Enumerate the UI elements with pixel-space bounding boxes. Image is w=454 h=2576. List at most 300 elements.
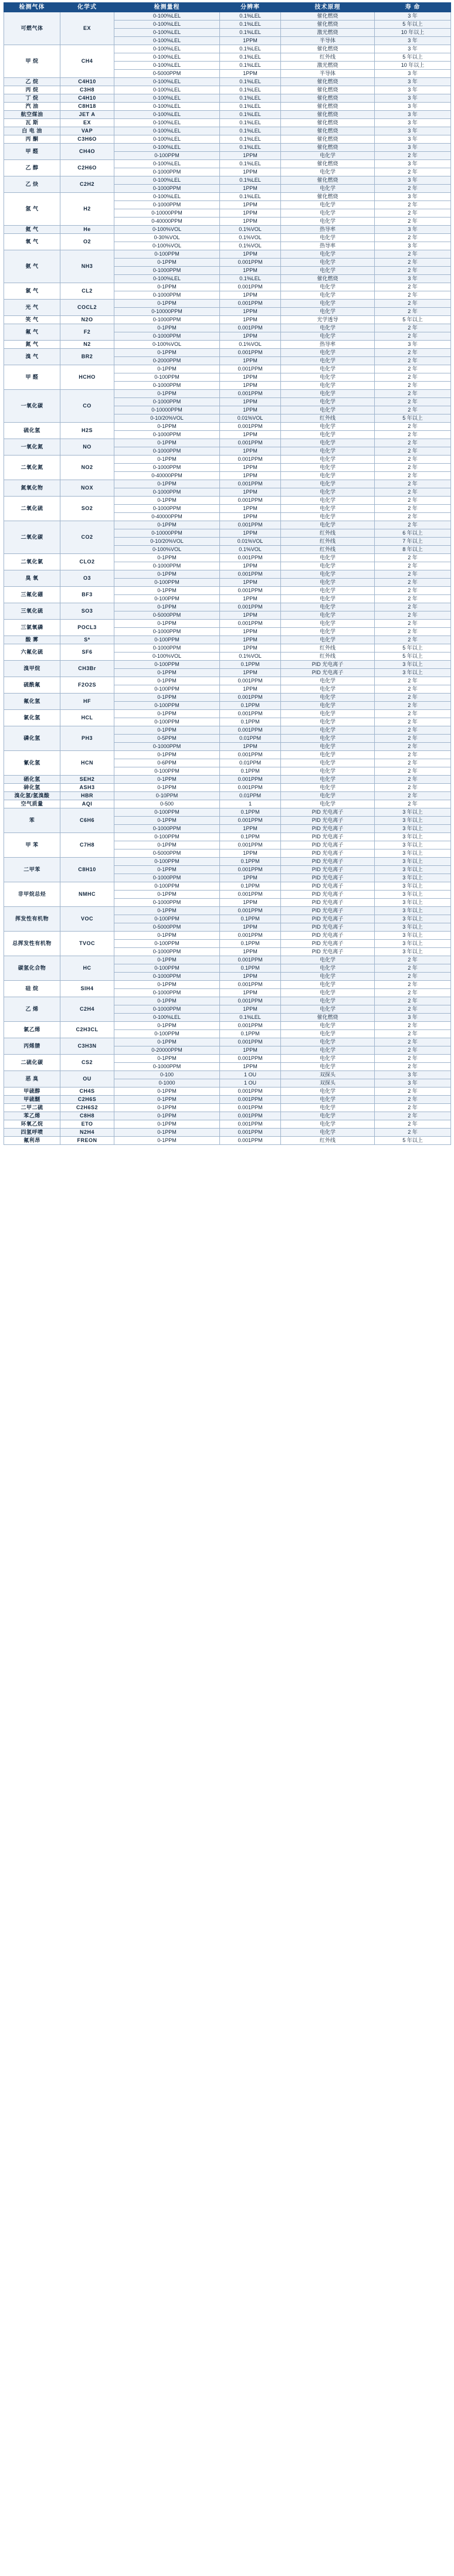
cell-gas-name: 氮氧化物 [4,480,60,497]
cell-range: 0-100%LEL [114,1014,220,1022]
cell-technology: PID 光电离子 [281,858,375,866]
cell-formula: C2H3CL [60,1022,114,1038]
cell-resolution: 0.001PPM [220,456,281,464]
cell-resolution: 1PPM [220,948,281,956]
cell-gas-name: 甲 醛 [4,365,60,390]
table-row [4,226,451,234]
table-row [4,316,451,324]
cell-technology: 激光燃烧 [281,62,375,70]
cell-life: 3 年 [375,127,451,135]
cell-range: 0-1000PPM [114,488,220,497]
cell-technology: 电化学 [281,464,375,472]
cell-resolution: 0.001PPM [220,1022,281,1030]
cell-technology: 半导体 [281,37,375,45]
cell-life: 2 年 [375,209,451,218]
cell-life: 2 年 [375,480,451,488]
column-header-range: 检测量程 [114,3,220,12]
cell-range: 0-5000PPM [114,923,220,932]
cell-range: 0-1000PPM [114,464,220,472]
cell-resolution: 0.001PPM [220,365,281,373]
cell-technology: 电化学 [281,636,375,644]
cell-life: 2 年 [375,603,451,611]
cell-range: 0-1000 [114,1079,220,1088]
cell-resolution: 0.001PPM [220,710,281,718]
cell-formula: VAP [60,127,114,135]
cell-technology: 催化燃烧 [281,135,375,144]
cell-technology: 电化学 [281,1096,375,1104]
cell-formula: F2 [60,324,114,341]
cell-technology: PID 光电离子 [281,841,375,849]
cell-technology: PID 光电离子 [281,669,375,677]
cell-gas-name: 氢 气 [4,193,60,226]
cell-resolution: 0.001PPM [220,587,281,595]
cell-resolution: 0.1%LEL [220,1014,281,1022]
table-row [4,119,451,127]
cell-life: 5 年以上 [375,653,451,661]
cell-resolution: 0.001PPM [220,1088,281,1096]
cell-formula: H2 [60,193,114,226]
cell-life: 2 年 [375,767,451,776]
cell-gas-name: 臭 氧 [4,570,60,587]
cell-life: 5 年以上 [375,316,451,324]
cell-range: 0-1PPM [114,891,220,899]
cell-technology: 电化学 [281,201,375,209]
cell-range: 0-100%LEL [114,111,220,119]
cell-resolution: 0.1%VOL [220,234,281,242]
cell-gas-name: 笑 气 [4,316,60,324]
cell-technology: 催化燃烧 [281,94,375,103]
cell-formula: POCL3 [60,620,114,636]
table-row [4,144,451,152]
cell-resolution: 1PPM [220,447,281,456]
cell-resolution: 0.1PPM [220,964,281,973]
cell-range: 0-1PPM [114,521,220,529]
cell-resolution: 0.001PPM [220,324,281,332]
cell-formula: N2 [60,341,114,349]
cell-life: 2 年 [375,349,451,357]
cell-range: 0-1PPM [114,349,220,357]
cell-technology: 电化学 [281,152,375,160]
cell-life: 3 年以上 [375,817,451,825]
cell-life: 3 年以上 [375,833,451,841]
cell-range: 0-100PPM [114,833,220,841]
cell-range: 0-1PPM [114,956,220,964]
cell-gas-name: 四氢呼喷 [4,1129,60,1137]
cell-gas-name: 汽 油 [4,103,60,111]
cell-resolution: 1PPM [220,37,281,45]
cell-range: 0-100PPM [114,373,220,382]
cell-gas-name: 丙 酮 [4,135,60,144]
cell-technology: 电化学 [281,456,375,464]
cell-life: 2 年 [375,398,451,406]
cell-resolution: 0.1PPM [220,702,281,710]
cell-life: 3 年 [375,135,451,144]
table-row [4,882,451,891]
cell-life: 2 年 [375,308,451,316]
cell-resolution: 1PPM [220,505,281,513]
cell-range: 0-100%LEL [114,275,220,283]
cell-range: 0-100%LEL [114,94,220,103]
cell-life: 3 年以上 [375,932,451,940]
cell-life: 3 年以上 [375,866,451,874]
column-header-life: 寿 命 [375,3,451,12]
cell-life: 5 年以上 [375,1137,451,1145]
cell-resolution: 1 [220,800,281,808]
cell-life: 2 年 [375,981,451,989]
cell-resolution: 0.1%VOL [220,653,281,661]
cell-formula: EX [60,119,114,127]
cell-formula: SO2 [60,497,114,521]
cell-range: 0-1PPM [114,259,220,267]
cell-resolution: 0.1%LEL [220,160,281,168]
cell-technology: PID 光电离子 [281,907,375,915]
cell-technology: 催化燃烧 [281,193,375,201]
cell-technology: PID 光电离子 [281,915,375,923]
cell-life: 2 年 [375,579,451,587]
cell-technology: PID 光电离子 [281,882,375,891]
cell-life: 2 年 [375,291,451,300]
cell-formula: He [60,226,114,234]
cell-technology: 红外线 [281,53,375,62]
cell-technology: 电化学 [281,792,375,800]
table-row [4,808,451,817]
cell-technology: 电化学 [281,521,375,529]
cell-range: 0-1PPM [114,1120,220,1129]
cell-life: 2 年 [375,956,451,964]
cell-formula: SF6 [60,644,114,661]
cell-gas-name: 溴化氢/氢溴酸 [4,792,60,800]
cell-formula: NMHC [60,882,114,907]
cell-formula: JET A [60,111,114,119]
cell-resolution: 1PPM [220,529,281,538]
cell-range: 0-5000PPM [114,70,220,78]
cell-life: 2 年 [375,595,451,603]
table-row [4,390,451,398]
cell-gas-name: 空气质量 [4,800,60,808]
cell-range: 0-100PPM [114,579,220,587]
cell-gas-name: 甲 烷 [4,45,60,78]
cell-range: 0-1000PPM [114,291,220,300]
cell-life: 3 年 [375,242,451,250]
cell-technology: 催化燃烧 [281,78,375,86]
cell-resolution: 0.1%VOL [220,226,281,234]
cell-resolution: 1PPM [220,923,281,932]
cell-formula: ASH3 [60,784,114,792]
cell-resolution: 0.1%LEL [220,144,281,152]
cell-range: 0-1PPM [114,365,220,373]
cell-technology: 电化学 [281,562,375,570]
cell-formula: SEH2 [60,776,114,784]
cell-technology: 电化学 [281,1022,375,1030]
cell-gas-name: 二氧化氮 [4,456,60,480]
cell-formula: CH4O [60,144,114,160]
cell-resolution: 0.001PPM [220,300,281,308]
cell-range: 0-100PPM [114,767,220,776]
table-row [4,907,451,915]
table-row [4,932,451,940]
cell-range: 0-100%LEL [114,160,220,168]
cell-technology: 热导率 [281,226,375,234]
table-header-row [4,3,451,12]
cell-formula: O2 [60,234,114,250]
table-row [4,833,451,841]
cell-resolution: 1PPM [220,579,281,587]
cell-technology: 电化学 [281,702,375,710]
cell-resolution: 0.1%LEL [220,21,281,29]
cell-technology: 催化燃烧 [281,111,375,119]
cell-range: 0-100%LEL [114,78,220,86]
cell-range: 0-1000PPM [114,1005,220,1014]
cell-range: 0-100PPM [114,1030,220,1038]
cell-gas-name: 一氧化氮 [4,439,60,456]
cell-range: 0-100%LEL [114,86,220,94]
cell-gas-name: 硫酰氟 [4,677,60,694]
cell-resolution: 0.1%LEL [220,135,281,144]
cell-resolution: 1PPM [220,899,281,907]
cell-technology: 电化学 [281,1104,375,1112]
table-row [4,981,451,989]
cell-technology: 电化学 [281,382,375,390]
table-row [4,858,451,866]
table-row [4,497,451,505]
cell-technology: 电化学 [281,390,375,398]
cell-range: 0-1000PPM [114,505,220,513]
table-row [4,1088,451,1096]
cell-range: 0-5PPM [114,735,220,743]
cell-gas-name: 碳氢化合物 [4,956,60,981]
cell-life: 3 年 [375,1014,451,1022]
cell-resolution: 0.001PPM [220,570,281,579]
cell-technology: 热导率 [281,242,375,250]
cell-formula: C4H10 [60,94,114,103]
cell-resolution: 1PPM [220,209,281,218]
cell-range: 0-100%LEL [114,119,220,127]
cell-life: 3 年以上 [375,948,451,956]
cell-technology: 电化学 [281,677,375,685]
cell-technology: 电化学 [281,579,375,587]
cell-gas-name: 氧 气 [4,234,60,250]
cell-technology: PID 光电离子 [281,874,375,882]
cell-life: 5 年以上 [375,53,451,62]
cell-technology: 催化燃烧 [281,86,375,94]
cell-formula: N2H4 [60,1129,114,1137]
table-row [4,94,451,103]
cell-technology: 电化学 [281,997,375,1005]
cell-range: 0-100%LEL [114,193,220,201]
cell-formula: BF3 [60,587,114,603]
cell-technology: 电化学 [281,497,375,505]
cell-life: 7 年以上 [375,538,451,546]
table-row [4,127,451,135]
cell-formula: NO2 [60,456,114,480]
cell-range: 0-10000PPM [114,529,220,538]
table-row [4,661,451,669]
cell-range: 0-1PPM [114,1104,220,1112]
cell-range: 0-1000PPM [114,743,220,751]
cell-technology: 电化学 [281,349,375,357]
cell-technology: 双探头 [281,1079,375,1088]
cell-life: 2 年 [375,620,451,628]
cell-technology: 电化学 [281,513,375,521]
cell-formula: C2H4 [60,997,114,1022]
cell-resolution: 0.1PPM [220,808,281,817]
cell-resolution: 1PPM [220,644,281,653]
cell-life: 2 年 [375,743,451,751]
cell-resolution: 0.1%LEL [220,94,281,103]
cell-range: 0-1PPM [114,981,220,989]
cell-technology: 电化学 [281,1046,375,1055]
cell-range: 0-1PPM [114,677,220,685]
cell-life: 2 年 [375,431,451,439]
cell-life: 2 年 [375,390,451,398]
cell-formula: C2H2 [60,176,114,193]
cell-life: 10 年以上 [375,29,451,37]
cell-resolution: 0.001PPM [220,1137,281,1145]
table-row [4,103,451,111]
cell-life: 3 年 [375,103,451,111]
cell-range: 0-1000PPM [114,628,220,636]
cell-life: 2 年 [375,611,451,620]
cell-technology: 电化学 [281,767,375,776]
cell-formula: HBR [60,792,114,800]
cell-life: 2 年 [375,1055,451,1063]
cell-technology: 红外线 [281,538,375,546]
cell-resolution: 0.001PPM [220,981,281,989]
cell-range: 0-1PPM [114,751,220,759]
table-row [4,776,451,784]
cell-formula: HC [60,956,114,981]
cell-formula: C8H18 [60,103,114,111]
table-row [4,160,451,168]
cell-technology: 电化学 [281,694,375,702]
table-row [4,324,451,332]
cell-range: 0-1000PPM [114,382,220,390]
cell-technology: PID 光电离子 [281,948,375,956]
cell-range: 0-1PPM [114,784,220,792]
cell-range: 0-100%VOL [114,546,220,554]
table-row [4,710,451,718]
cell-technology: 催化燃烧 [281,21,375,29]
cell-gas-name: 氨 气 [4,250,60,283]
table-row [4,587,451,595]
cell-formula: OU [60,1071,114,1088]
cell-technology: 电化学 [281,620,375,628]
table-row [4,45,451,53]
cell-resolution: 1PPM [220,152,281,160]
cell-life: 2 年 [375,185,451,193]
cell-gas-name: 六氟化硫 [4,644,60,661]
cell-formula: C4H10 [60,78,114,86]
cell-resolution: 1PPM [220,250,281,259]
cell-range: 0-1PPM [114,283,220,291]
table-row [4,1137,451,1145]
cell-resolution: 0.001PPM [220,784,281,792]
cell-formula: VOC [60,907,114,932]
cell-formula: N2O [60,316,114,324]
cell-technology: 电化学 [281,291,375,300]
cell-resolution: 0.001PPM [220,677,281,685]
cell-range: 0-1000PPM [114,1063,220,1071]
cell-life: 3 年 [375,119,451,127]
cell-formula: C8H8 [60,1112,114,1120]
cell-technology: 催化燃烧 [281,275,375,283]
cell-gas-name: 氦 气 [4,226,60,234]
cell-gas-name: 乙 烯 [4,997,60,1022]
cell-life: 3 年以上 [375,882,451,891]
cell-formula: AQI [60,800,114,808]
cell-formula: CO [60,390,114,423]
cell-range: 0-1000PPM [114,447,220,456]
cell-gas-name: 挥发性有机物 [4,907,60,932]
cell-life: 2 年 [375,283,451,291]
cell-gas-name: 环氧乙烷 [4,1120,60,1129]
cell-technology: 电化学 [281,1112,375,1120]
cell-life: 2 年 [375,677,451,685]
cell-technology: 催化燃烧 [281,176,375,185]
cell-gas-name: 非甲烷总烃 [4,882,60,907]
cell-resolution: 1PPM [220,874,281,882]
cell-gas-name: 二氧化硫 [4,497,60,521]
cell-range: 0-1000PPM [114,899,220,907]
cell-range: 0-1PPM [114,300,220,308]
cell-range: 0-1PPM [114,620,220,628]
cell-life: 3 年 [375,86,451,94]
cell-life: 10 年以上 [375,62,451,70]
cell-life: 2 年 [375,1112,451,1120]
cell-technology: 催化燃烧 [281,12,375,21]
cell-life: 2 年 [375,267,451,275]
cell-range: 0-1PPM [114,841,220,849]
cell-technology: 电化学 [281,218,375,226]
cell-gas-name: 氮 气 [4,341,60,349]
cell-resolution: 0.001PPM [220,480,281,488]
cell-technology: 电化学 [281,300,375,308]
cell-life: 2 年 [375,1046,451,1055]
cell-resolution: 1PPM [220,406,281,414]
cell-formula: CH3Br [60,661,114,677]
cell-range: 0-1PPM [114,554,220,562]
cell-resolution: 0.1PPM [220,833,281,841]
cell-life: 2 年 [375,570,451,579]
cell-range: 0-100PPM [114,152,220,160]
cell-life: 2 年 [375,973,451,981]
cell-range: 0-100PPM [114,808,220,817]
table-row [4,1055,451,1063]
cell-technology: 催化燃烧 [281,1014,375,1022]
cell-life: 3 年 [375,70,451,78]
cell-technology: 电化学 [281,570,375,579]
cell-range: 0-100PPM [114,915,220,923]
cell-gas-name: 酸 雾 [4,636,60,644]
cell-life: 3 年以上 [375,661,451,669]
cell-resolution: 1PPM [220,357,281,365]
cell-technology: 电化学 [281,1120,375,1129]
cell-technology: 电化学 [281,587,375,595]
cell-life: 3 年以上 [375,841,451,849]
cell-range: 0-5000PPM [114,611,220,620]
cell-range: 0-1PPM [114,570,220,579]
cell-gas-name: 一氧化碳 [4,390,60,423]
cell-technology: PID 光电离子 [281,940,375,948]
cell-life: 3 年以上 [375,915,451,923]
cell-range: 0-40000PPM [114,472,220,480]
cell-resolution: 0.1PPM [220,915,281,923]
cell-resolution: 0.001PPM [220,694,281,702]
cell-resolution: 1 OU [220,1071,281,1079]
cell-resolution: 1PPM [220,825,281,833]
cell-range: 0-6PPM [114,759,220,767]
cell-formula: HCHO [60,365,114,390]
